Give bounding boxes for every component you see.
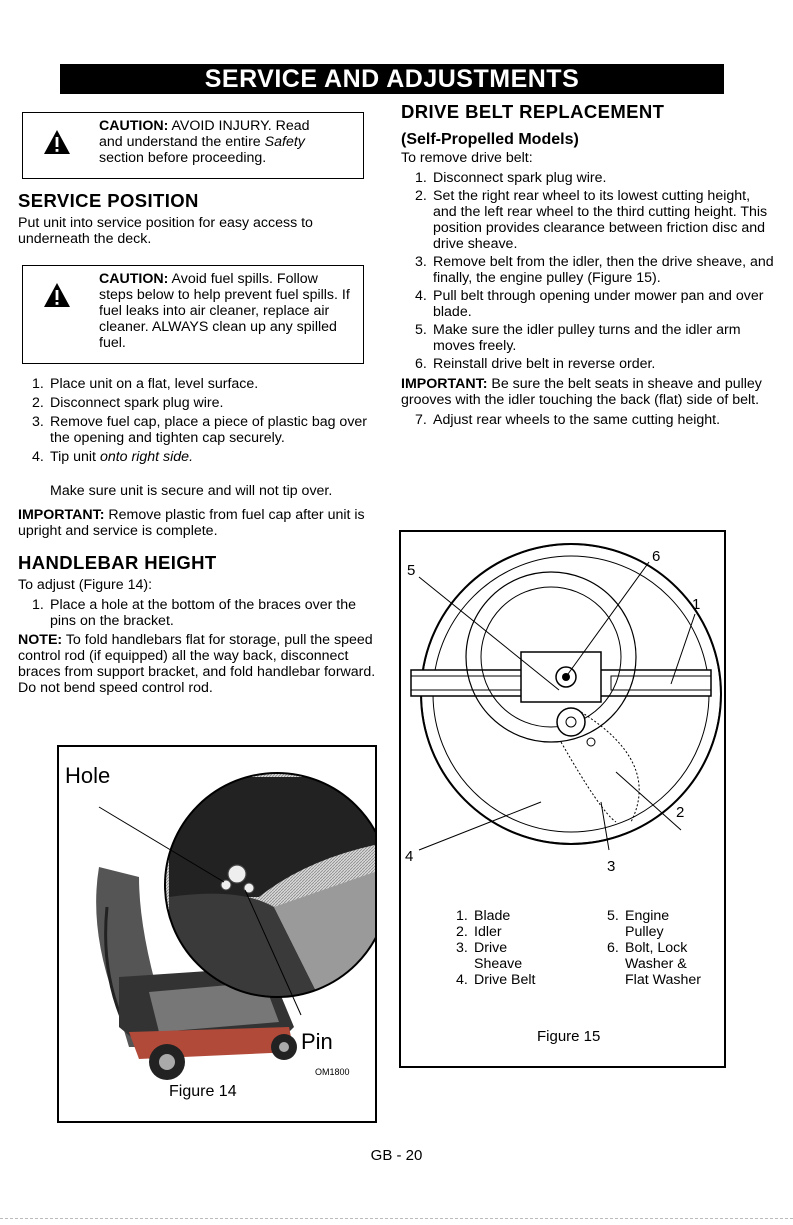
caution-text: AVOID INJURY. Read <box>168 118 310 134</box>
list-item: 2. Set the right rear wheel to its lowest cutting height, and the left rear wheel to the third cutting height. This position provides clearance between friction disc and drive sheave. <box>415 188 768 252</box>
drive-belt-intro: To remove drive belt: <box>401 150 533 166</box>
warning-icon <box>43 129 71 155</box>
callout-4: 4 <box>405 848 414 865</box>
legend-left <box>456 908 576 988</box>
handlebar-heading: HANDLEBAR HEIGHT <box>18 552 217 573</box>
handlebar-photo <box>59 747 375 1121</box>
figure-15 <box>399 530 726 1068</box>
page-number: GB - 20 <box>370 1147 423 1164</box>
legend-item: 1. Blade <box>456 908 511 924</box>
legend-item: 5. Engine Pulley <box>607 908 670 940</box>
warning-icon <box>43 282 71 308</box>
figure-14 <box>57 745 377 1123</box>
handlebar-steps <box>18 597 376 629</box>
important-note-1: IMPORTANT: Remove plastic from fuel cap after unit is upright and service is complete. <box>18 507 365 539</box>
list-item: 6. Reinstall drive belt in reverse order. <box>415 356 656 372</box>
drive-belt-subheading: (Self-Propelled Models) <box>401 131 579 148</box>
right-column <box>401 101 785 428</box>
list-item: 7. Adjust rear wheels to the same cutting height. <box>415 412 721 428</box>
list-item: 3. Remove belt from the idler, then the drive sheave, and finally, the engine pulley (Figure 15). <box>415 254 774 286</box>
figure-code: OM1800 <box>315 1067 350 1077</box>
caution-text: section before proceeding. <box>99 150 267 166</box>
legend-item: 3. Drive Sheave <box>456 940 523 972</box>
legend-item: 6. Bolt, Lock Washer & Flat Washer <box>607 940 701 988</box>
idler-pulley-icon <box>557 708 585 736</box>
list-item: 5. Make sure the idler pulley turns and the idler arm moves freely. <box>415 322 741 354</box>
list-item: 2. Disconnect spark plug wire. <box>32 395 224 411</box>
caution-box-fuel <box>22 265 364 364</box>
caution-box-injury <box>22 112 364 179</box>
legend-right <box>607 908 707 988</box>
callout-3: 3 <box>607 858 616 875</box>
safety-word: Safety <box>264 134 305 150</box>
caution-text: Avoid fuel spills. Follow steps below to help prevent fuel spills. If fuel leaks into air cleaner, replace air cleaner. ALWAYS clean up any spilled fuel. <box>99 271 350 351</box>
callout-5: 5 <box>407 562 416 579</box>
drive-sheave-icon <box>587 738 595 746</box>
page-edge-divider <box>0 1218 793 1219</box>
list-item: 4. Tip unit onto right side. <box>32 449 194 465</box>
service-steps <box>18 376 376 465</box>
service-position-intro: Put unit into service position for easy access to underneath the deck. <box>18 215 313 247</box>
figure-14-caption: Figure 14 <box>169 1083 237 1100</box>
figure-15-caption: Figure 15 <box>537 1028 601 1045</box>
handlebar-note: NOTE: To fold handlebars flat for storage, pull the speed control rod (if equipped) all the way back, disconnect braces from support bracket, and fold handlebar forward. Do not bend speed control rod. <box>18 632 376 696</box>
deck-diagram <box>401 532 724 872</box>
service-position-heading: SERVICE POSITION <box>18 190 199 211</box>
page-title: SERVICE AND ADJUSTMENTS <box>60 64 724 94</box>
drive-belt-step-7 <box>401 412 785 428</box>
list-item: 4. Pull belt through opening under mower pan and over blade. <box>415 288 764 320</box>
hole-label: Hole <box>65 763 111 788</box>
callout-6: 6 <box>652 548 661 565</box>
list-item: 1. Place a hole at the bottom of the braces over the pins on the bracket. <box>32 597 357 629</box>
important-note-2: IMPORTANT: Be sure the belt seats in sheave and pulley grooves with the idler touching the back (flat) side of belt. <box>401 376 762 408</box>
list-item: 1. Place unit on a flat, level surface. <box>32 376 259 392</box>
pin-label: Pin <box>301 1029 333 1054</box>
legend-item: 4. Drive Belt <box>456 972 536 988</box>
callout-2: 2 <box>676 804 685 821</box>
caution-label: CAUTION: <box>99 271 169 287</box>
legend-item: 2. Idler <box>456 924 502 940</box>
drive-belt-heading: DRIVE BELT REPLACEMENT <box>401 101 665 122</box>
list-item: 1. Disconnect spark plug wire. <box>415 170 607 186</box>
list-item: 3. Remove fuel cap, place a piece of plastic bag over the opening and tighten cap securely. <box>32 414 368 446</box>
service-note: Make sure unit is secure and will not tip over. <box>50 483 333 499</box>
handlebar-intro: To adjust (Figure 14): <box>18 577 153 593</box>
caution-text: and understand the entire <box>99 134 265 150</box>
left-column <box>18 112 376 696</box>
callout-1: 1 <box>692 596 701 613</box>
drive-belt-steps <box>401 170 775 372</box>
caution-label: CAUTION: <box>99 118 169 134</box>
